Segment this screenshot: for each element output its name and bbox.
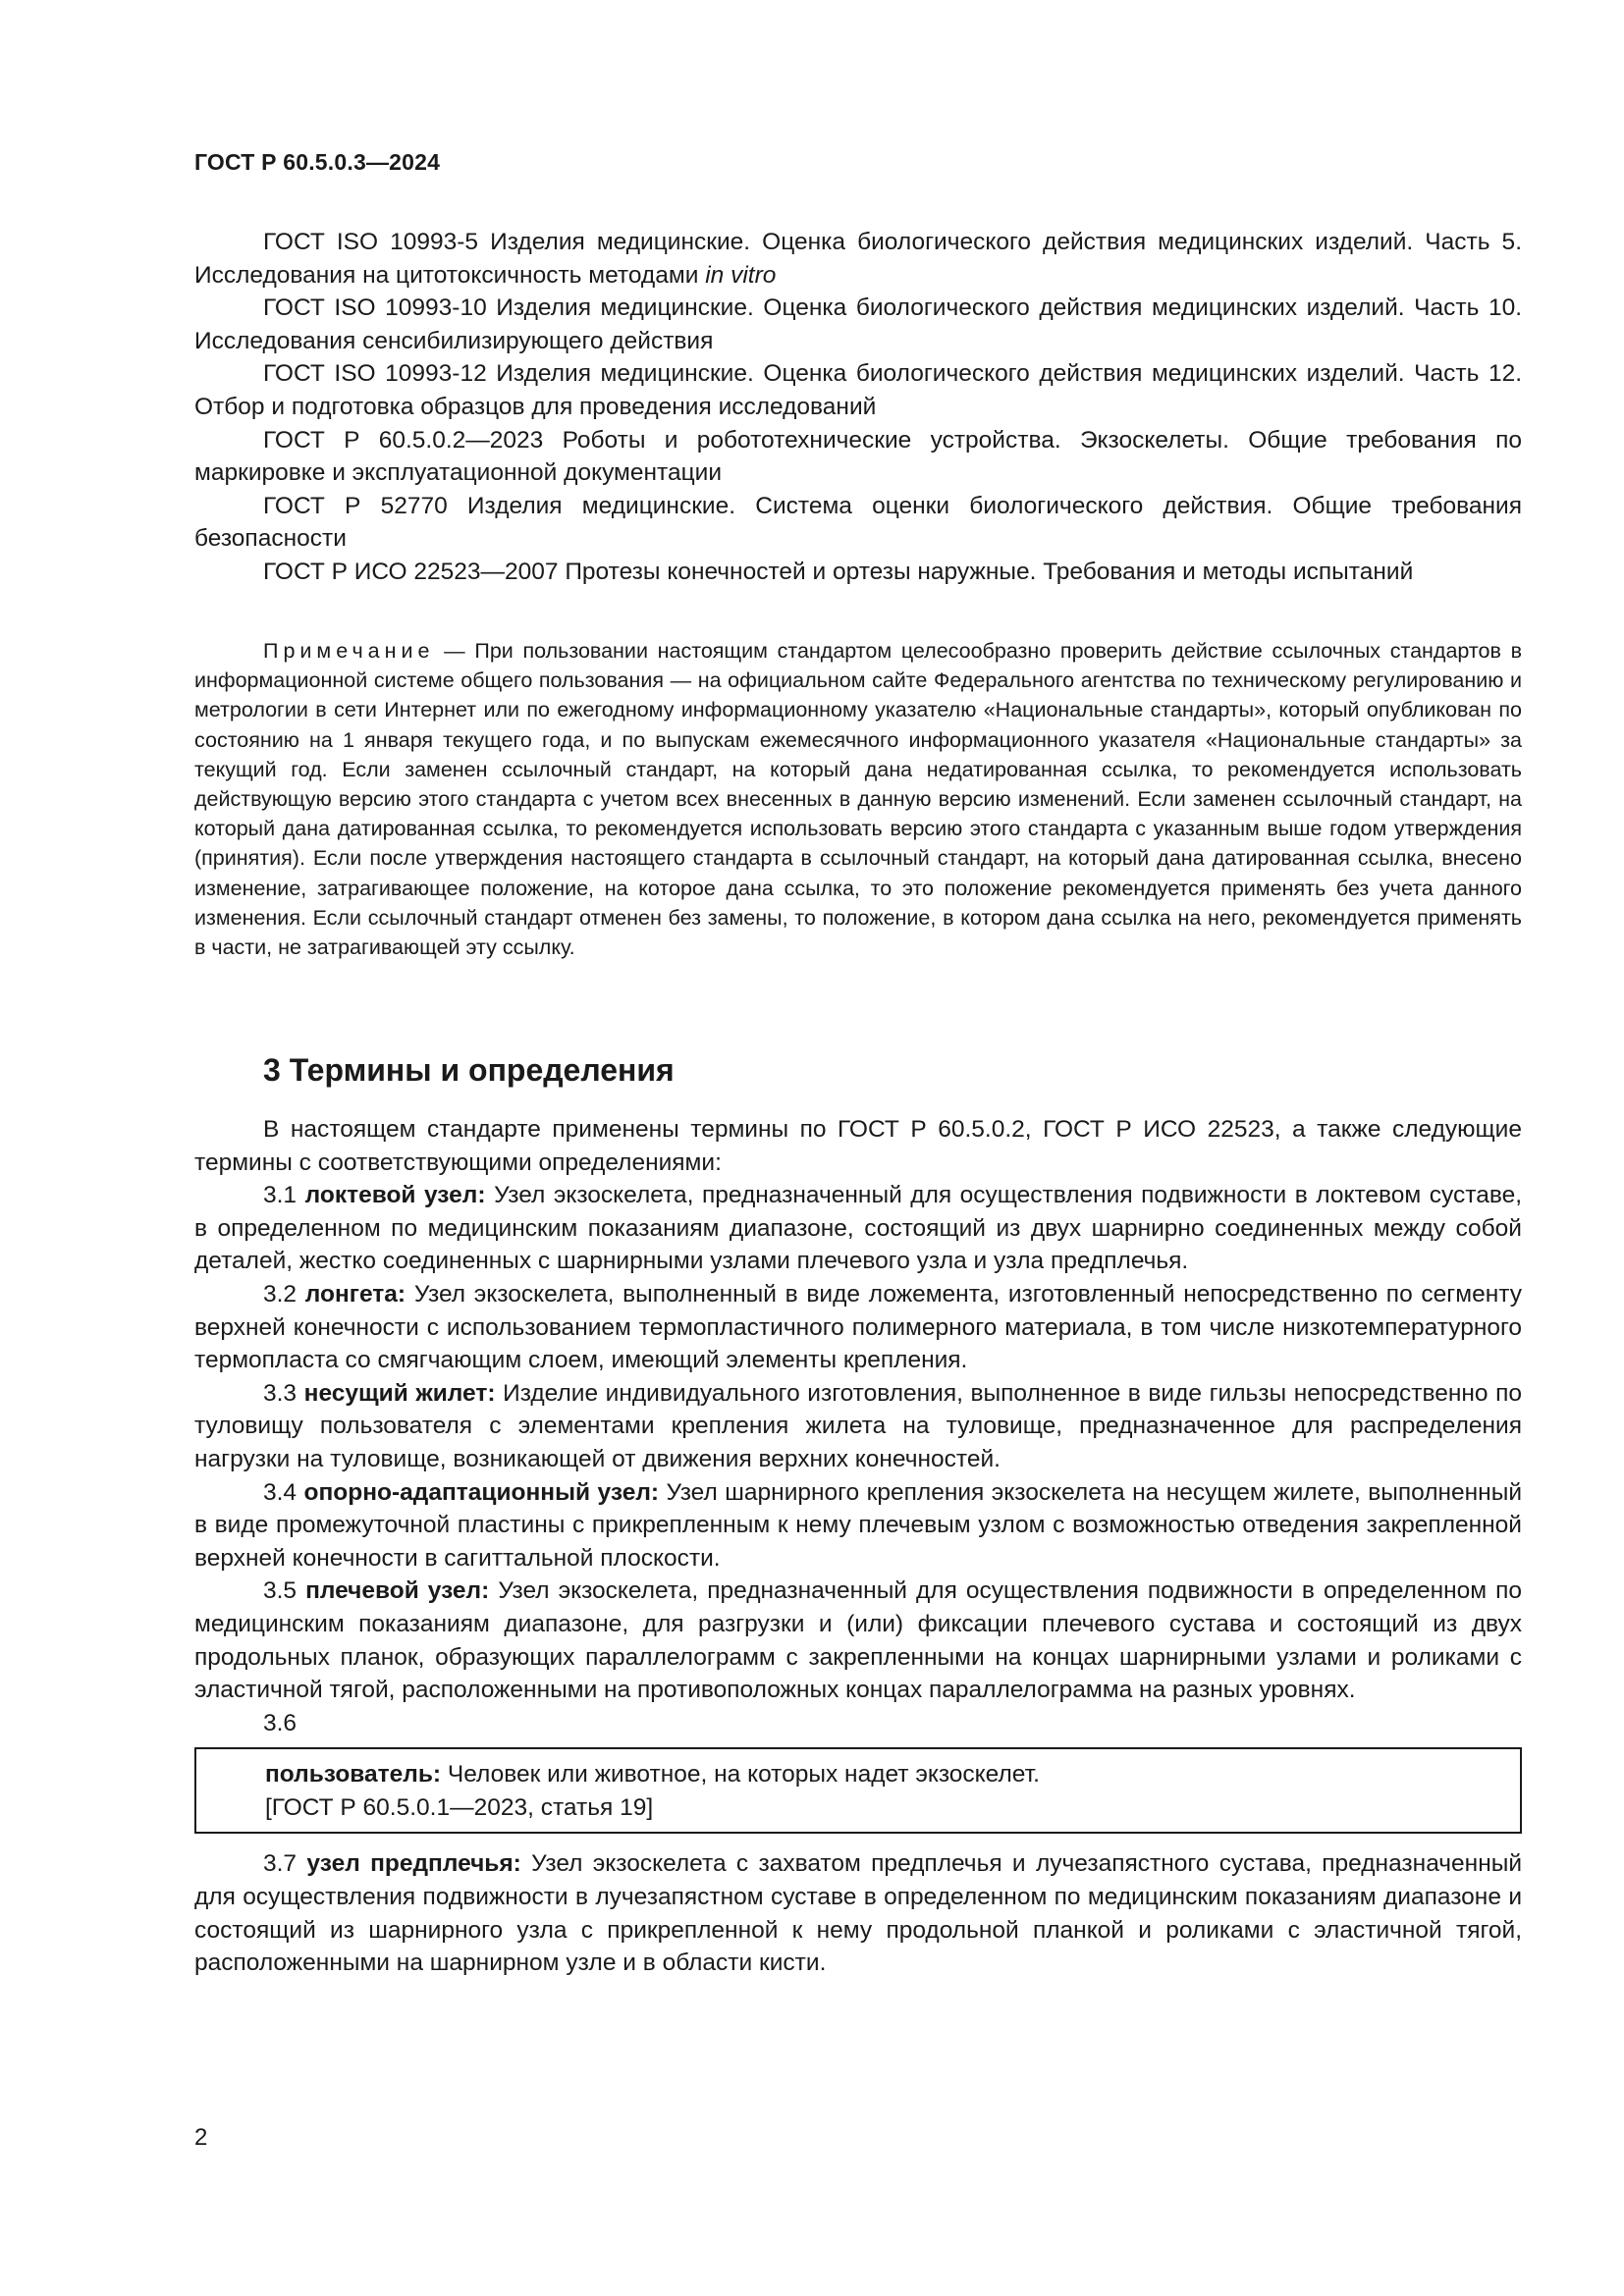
reference-item: ГОСТ ISO 10993-5 Изделия медицинские. Оценка биологического действия медицинских изделий. Часть 5. Исследования на цитотоксичность методами in vitro [194,229,1522,289]
term-definition: 3.1 локтевой узел: Узел экзоскелета, предназначенный для осуществления подвижности в локтевом суставе, в определенном по медицинским показаниям диапазоне, состоящий из двух шарнирно соединенных между собой деталей, жестко соединенных с шарнирными узлами плечевого узла и узла предплечья. [194,1182,1523,1275]
section-heading: 3 Термины и определения [263,1052,675,1088]
reference-item: ГОСТ ISO 10993-12 Изделия медицинские. Оценка биологического действия медицинских изделий. Часть 12. Отбор и подготовка образцов для проведения исследований [194,360,1522,420]
term-source: [ГОСТ Р 60.5.0.1—2023, статья 19] [265,1793,654,1821]
reference-item: ГОСТ Р ИСО 22523—2007 Протезы конечностей и ортезы наружные. Требования и методы испытаний [263,558,1414,585]
term-name: плечевой узел: [305,1577,490,1605]
normative-references [194,226,1522,589]
term-name: опорно-адаптационный узел: [303,1478,660,1506]
note-label: Примечание [263,639,435,663]
term-definition: пользователь: Человек или животное, на которых надет экзоскелет. [265,1761,1040,1789]
term-definition: 3.3 несущий жилет: Изделие индивидуального изготовления, выполненное в виде гильзы непосредственно по туловищу пользователя с элементами крепления жилета на туловище, предназначенное для распределения нагрузки на туловище, возникающей от движения верхних конечностей. [194,1379,1522,1472]
section-intro: В настоящем стандарте применены термины по ГОСТ Р 60.5.0.2, ГОСТ Р ИСО 22523, а также следующие термины с соответствующими определениями: [194,1116,1522,1176]
page-number: 2 [194,2124,208,2151]
term-definition: 3.7 узел предплечья: Узел экзоскелета с захватом предплечья и лучезапястного сустава, предназначенный для осуществления подвижности в лучезапястном суставе в определенном по медицинским показаниям диапазоне и состоящий из шарнирного узла с прикрепленной к нему продольной планкой и роликами с эластичной тягой, расположенными на шарнирном узле и в области кисти. [194,1850,1523,1977]
term-name: пользователь: [265,1761,442,1789]
term-definition: 3.2 лонгета: Узел экзоскелета, выполненный в виде ложемента, изготовленный непосредственно по сегменту верхней конечности с использованием термопластичного полимерного материала, в том числе низкотемпературного термопласта со смягчающим слоем, имеющий элементы крепления. [194,1280,1522,1374]
note-paragraph: Примечание — При пользовании настоящим стандартом целесообразно проверить действие ссылочных стандартов в информационной системе общего пользования — на официальном сайте Федерального агентства по техническому регулированию и метрологии в сети Интернет или по ежегодному информационному указателю «Национальные стандарты», который опубликован по состоянию на 1 января текущего года, и по выпускам ежемесячного информационного указателя «Национальные стандарты» за текущий год. Если заменен ссылочный стандарт, на который дана недатированная ссылка, то рекомендуется использовать действующую версию этого стандарта с учетом всех внесенных в данную версию изменений. Если заменен ссылочный стандарт, на который дана датированная ссылка, то рекомендуется использовать версию этого стандарта с указанным выше годом утверждения (принятия). Если после утверждения настоящего стандарта в ссылочный стандарт, на который дана датированная ссылка, внесено изменение, затрагивающее положение, на которое дана ссылка, то это положение рекомендуется применять без учета данного изменения. Если ссылочный стандарт отменен без замены, то положение, в котором дана ссылка на него, рекомендуется применять в части, не затрагивающей эту ссылку. [194,639,1523,960]
reference-item: ГОСТ Р 52770 Изделия медицинские. Система оценки биологического действия. Общие требования безопасности [194,492,1522,553]
reference-item: ГОСТ Р 60.5.0.2—2023 Роботы и робототехнические устройства. Экзоскелеты. Общие требования по маркировке и эксплуатационной документации [194,426,1522,487]
reference-item: ГОСТ ISO 10993-10 Изделия медицинские. Оценка биологического действия медицинских изделий. Часть 10. Исследования сенсибилизирующего действия [194,294,1522,354]
term-name: узел предплечья: [306,1850,521,1878]
term-name: локтевой узел: [304,1182,486,1209]
term-name: несущий жилет: [303,1379,496,1407]
standard-header: ГОСТ Р 60.5.0.3—2024 [194,149,441,175]
term-number: 3.6 [263,1709,298,1736]
boxed-term [194,1747,1522,1834]
italic-term: in vitro [705,261,777,289]
term-definition: 3.5 плечевой узел: Узел экзоскелета, предназначенный для осуществления подвижности в определенном по медицинским показаниям диапазоне, для разгрузки и (или) фиксации плечевого сустава и состоящий из двух продольных планок, образующих параллелограмм с закрепленными на концах шарнирными узлами и роликами с эластичной тягой, расположенными на противоположных концах параллелограмма на разных уровнях. [194,1577,1523,1704]
note-text: При пользовании настоящим стандартом целесообразно проверить действие ссылочных стандартов в информационной системе общего пользования — на официальном сайте Федерального агентства по техническому регулированию и метрологии в сети Интернет или по ежегодному информационному указателю «Национальные стандарты», который опубликован по состоянию на 1 января текущего года, и по выпускам ежемесячного информационного указателя «Национальные стандарты» за текущий год. Если заменен ссылочный стандарт, на который дана недатированная ссылка, то рекомендуется использовать действующую версию этого стандарта с учетом всех внесенных в данную версию изменений. Если заменен ссылочный стандарт, на который дана датированная ссылка, то рекомендуется использовать версию этого стандарта с указанным выше годом утверждения (принятия). Если после утверждения настоящего стандарта в ссылочный стандарт, на который дана датированная ссылка, внесено изменение, затрагивающее положение, на которое дана ссылка, то это положение рекомендуется применять без учета данного изменения. Если ссылочный стандарт отменен без замены, то положение, в котором дана ссылка на него, рекомендуется применять в части, не затрагивающей эту ссылку. [194,639,1523,960]
term-name: лонгета: [304,1280,406,1308]
term-definition: 3.4 опорно-адаптационный узел: Узел шарнирного крепления экзоскелета на несущем жилете, выполненный в виде промежуточной пластины с прикрепленным к нему плечевым узлом с возможностью отведения закрепленной верхней конечности в сагиттальной плоскости. [194,1478,1523,1572]
note-block [194,636,1522,962]
terms-list [194,1113,1522,1980]
